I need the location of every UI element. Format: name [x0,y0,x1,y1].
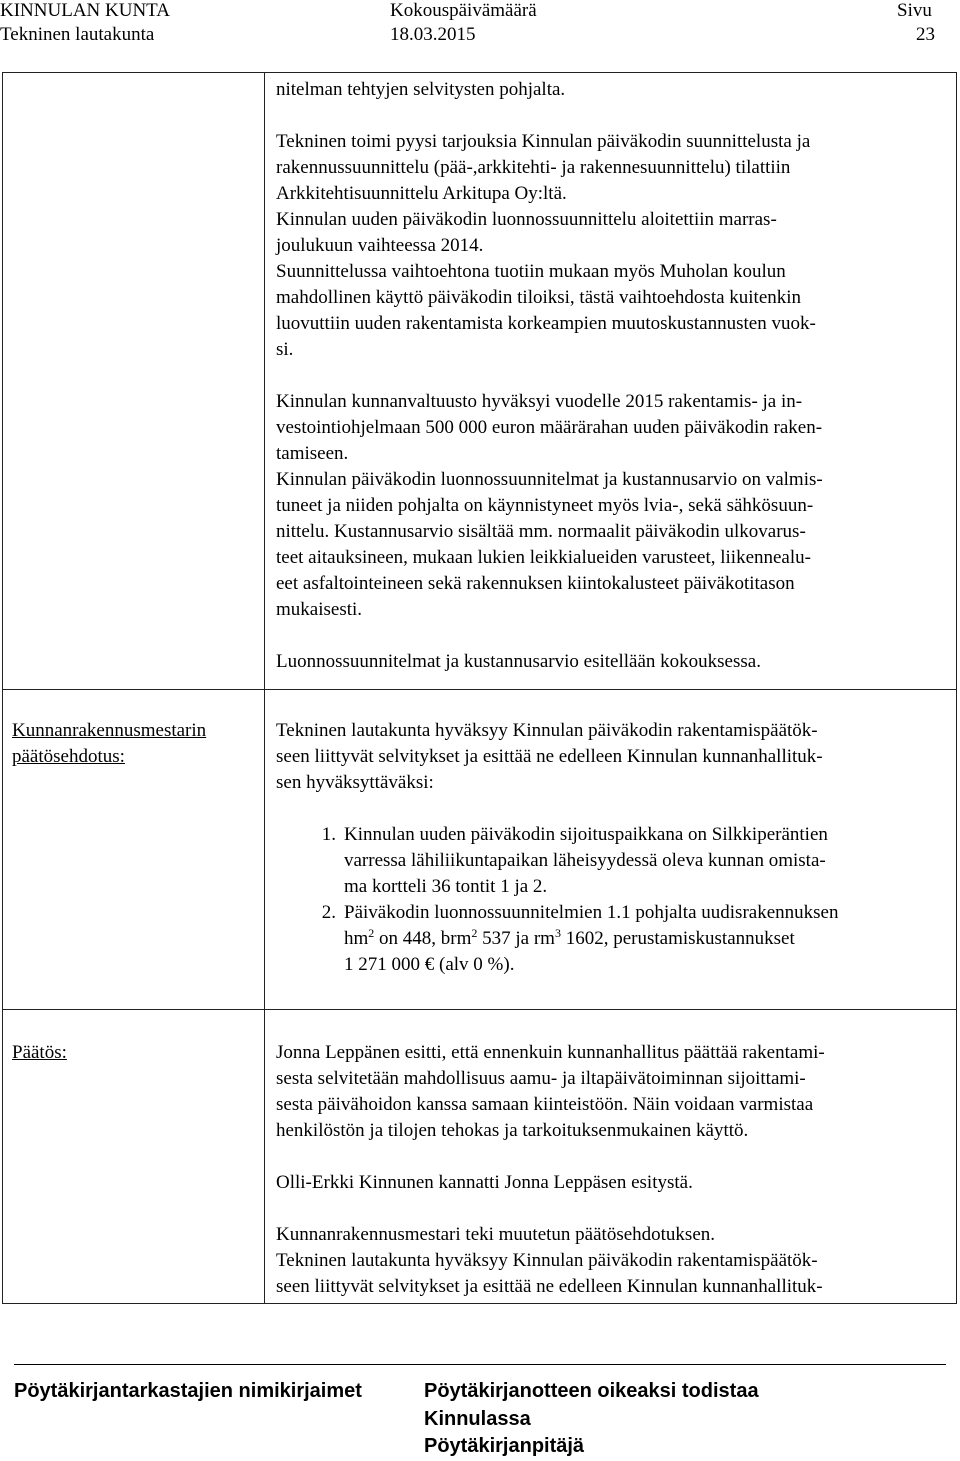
text-line: Luonnossuunnitelmat ja kustannusarvio esitellään kokouksessa. [276,651,761,672]
text-line: tamiseen. [276,443,349,464]
proposal-label-line1: Kunnanrakennusmestarin [12,720,207,741]
header-municipality: KINNULAN KUNTA [0,0,170,21]
footer-line [14,1364,946,1365]
spacer [276,623,948,649]
spacer [276,363,948,389]
header-page-number: 23 [916,24,935,45]
header-date-label: Kokouspäivämäärä [390,0,537,21]
text-line: Kinnulan uuden päiväkodin luonnossuunnittelu aloitettiin marras- [276,209,777,230]
list-item-2-cont: 1 271 000 € (alv 0 %). [344,954,515,975]
text-line: si. [276,339,294,360]
text-line: Kinnulan päiväkodin luonnossuunnitelmat ja kustannusarvio on valmis- [276,469,823,490]
background-text [276,77,948,675]
text-line: Tekninen toimi pyysi tarjouksia Kinnulan päiväkodin suunnittelusta ja [276,131,811,152]
list-item-1-cont: varressa lähiliikuntapaikan läheisyydessä oleva kunnan omista- [344,850,826,871]
text-line: Kunnanrakennusmestari teki muutetun päätösehdotuksen. [276,1224,716,1245]
text-line: Olli-Erkki Kinnunen kannatti Jonna Leppäsen esitystä. [276,1172,693,1193]
decision-label: Päätös: [12,1042,67,1063]
decision-text [276,1040,948,1300]
text-line: seen liittyvät selvitykset ja esittää ne edelleen Kinnulan kunnanhallituk- [276,1276,823,1297]
list-item-1: 1. Kinnulan uuden päiväkodin sijoituspaikkana on Silkkiperäntien [276,822,948,848]
text-line: nittelu. Kustannusarvio sisältää mm. normaalit päiväkodin ulkovarus- [276,521,806,542]
text-line: joulukuun vaihteessa 2014. [276,235,484,256]
list-item-1-cont: ma kortteli 36 tontit 1 ja 2. [344,876,548,897]
proposal-label-line2: päätösehdotus: [12,746,125,767]
list-item-2-cont: $hm^2$ on 448, brm$^2$ 537 ja $rm^3$ 1602, perustamiskustannukset [344,926,795,949]
text-line: mukaisesti. [276,599,363,620]
proposal-text [276,718,948,978]
text-line: Tekninen lautakunta hyväksyy Kinnulan päiväkodin rakentamispäätök- [276,720,818,741]
text-line: tuneet ja niiden pohjalta on käynnistyneet myös lvia-, sekä sähkösuun- [276,495,814,516]
text-line: teet aitauksineen, mukaan lukien leikkialueiden varusteet, liikennealu- [276,547,811,568]
text-line: mahdollinen käyttö päiväkodin tiloiksi, tästä vaihtoehdosta kuitenkin [276,287,802,308]
spacer [276,1196,948,1222]
text-line: Suunnittelussa vaihtoehtona tuotiin mukaan myös Muholan koulun [276,261,786,282]
list-number: 1. [321,824,336,845]
spacer [276,1144,948,1170]
column-divider [264,72,265,1304]
text-line: Tekninen lautakunta hyväksyy Kinnulan päiväkodin rakentamispäätök- [276,1250,818,1271]
footer-left: Pöytäkirjantarkastajien nimikirjaimet [14,1380,362,1402]
text-line: henkilöstön ja tilojen tehokas ja tarkoituksenmukainen käyttö. [276,1120,749,1141]
footer-right-line3: Pöytäkirjanpitäjä [424,1435,585,1457]
text-line: luovuttiin uuden rakentamista korkeampien muutoskustannusten vuok- [276,313,816,334]
header-page-label: Sivu [897,0,932,21]
text-line: nitelman tehtyjen selvitysten pohjalta. [276,79,566,100]
text-line: Kinnulan kunnanvaltuusto hyväksyi vuodelle 2015 rakentamis- ja in- [276,391,803,412]
text-line: vestointiohjelmaan 500 000 euron määrärahan uuden päiväkodin raken- [276,417,823,438]
text-line: sen hyväksyttäväksi: [276,772,434,793]
list-item-2: 2. Päiväkodin luonnossuunnitelmien 1.1 pohjalta uudisrakennuksen [276,900,948,926]
list-number: 2. [321,902,336,923]
proposal-label [12,718,206,770]
text-line: seen liittyvät selvitykset ja esittää ne edelleen Kinnulan kunnanhallituk- [276,746,823,767]
spacer [276,103,948,129]
row-divider-2 [2,1009,957,1010]
spacer [276,796,948,822]
footer-right-line2: Kinnulassa [424,1408,531,1430]
text-line: sesta päivähoidon kanssa samaan kiinteistöön. Näin voidaan varmistaa [276,1094,814,1115]
header-board: Tekninen lautakunta [0,24,155,45]
text-line: Arkkitehtisuunnittelu Arkitupa Oy:ltä. [276,183,567,204]
text-line: sesta selvitetään mahdollisuus aamu- ja iltapäivätoiminnan sijoittami- [276,1068,806,1089]
footer-right-line1: Pöytäkirjanotteen oikeaksi todistaa [424,1380,759,1402]
text-line: rakennussuunnittelu (pää-,arkkitehti- ja rakennesuunnittelu) tilattiin [276,157,791,178]
header-date: 18.03.2015 [390,24,476,45]
row-divider-1 [2,689,957,690]
text-line: Jonna Leppänen esitti, että ennenkuin kunnanhallitus päättää rakentami- [276,1042,825,1063]
text-line: eet asfaltointeineen sekä rakennuksen kiintokalusteet päiväkotitason [276,573,795,594]
